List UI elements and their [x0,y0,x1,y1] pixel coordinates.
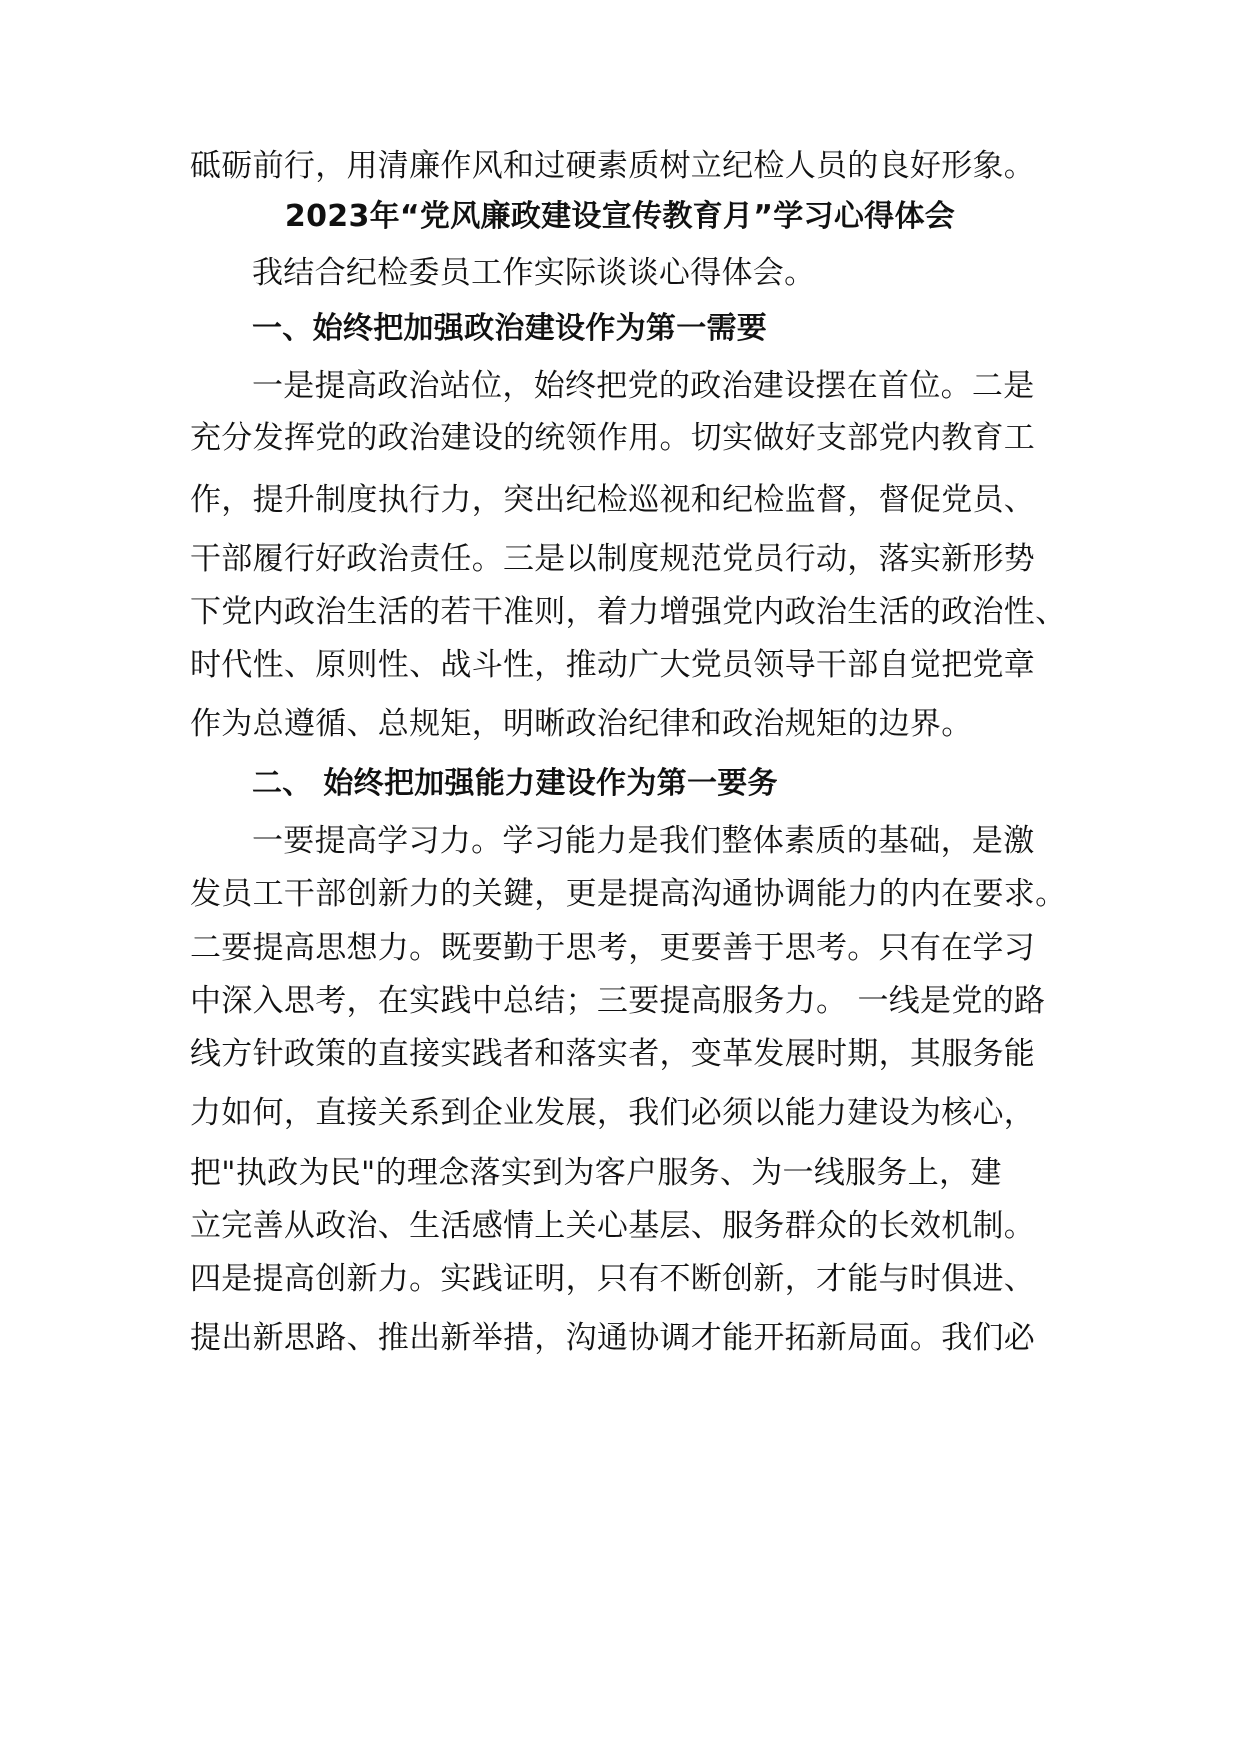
section-heading-1: 一、始终把加强政治建设作为第一需要 [252,311,768,346]
paragraph-line: 线方针政策的直接实践者和落实者，变革发展时期，其服务能 [190,1036,1036,1072]
paragraph-line: 一是提高政治站位，始终把党的政治建设摆在首位。二是 [252,368,1035,404]
paragraph-line: 作为总遵循、总规矩，明晰政治纪律和政治规矩的边界。 [190,706,973,742]
paragraph-line: 作，提升制度执行力，突出纪检巡视和纪检监督，督促党员、 [190,482,1036,518]
paragraph-line: 提出新思路、推出新举措，沟通协调才能开拓新局面。我们必 [190,1320,1036,1356]
document-title: 2023年“党风廉政建设宣传教育月”学习心得体会 [284,199,956,234]
paragraph-line: 下党内政治生活的若干准则，着力增强党内政治生活的政治性、 [190,594,1067,630]
paragraph-line: 中深入思考，在实践中总结；三要提高服务力。 一线是党的路 [190,983,1046,1019]
intro-paragraph: 我结合纪检委员工作实际谈谈心得体会。 [252,255,816,291]
paragraph-line: 立完善从政治、生活感情上关心基层、服务群众的长效机制。 [190,1208,1036,1244]
paragraph-line: 二要提高思想力。既要勤于思考，更要善于思考。只有在学习 [190,930,1036,966]
paragraph-line: 一要提高学习力。学习能力是我们整体素质的基础，是激 [252,823,1035,859]
paragraph-line: 砥砺前行，用清廉作风和过硬素质树立纪检人员的良好形象。 [190,148,1036,184]
paragraph-line: 时代性、原则性、战斗性，推动广大党员领导干部自觉把党章 [190,647,1036,683]
paragraph-line: 充分发挥党的政治建设的统领作用。切实做好支部党内教育工 [190,420,1036,456]
paragraph-line: 把"执政为民"的理念落实到为客户服务、为一线服务上，建 [190,1155,1002,1191]
paragraph-line: 干部履行好政治责任。三是以制度规范党员行动，落实新形势 [190,541,1036,577]
paragraph-line: 四是提高创新力。实践证明，只有不断创新，才能与时俱进、 [190,1261,1036,1297]
section-heading-2: 二、 始终把加强能力建设作为第一要务 [252,766,778,801]
paragraph-line: 力如何，直接关系到企业发展，我们必须以能力建设为核心， [190,1095,1036,1131]
paragraph-line: 发员工干部创新力的关鍵，更是提高沟通协调能力的内在要求。 [190,876,1067,912]
